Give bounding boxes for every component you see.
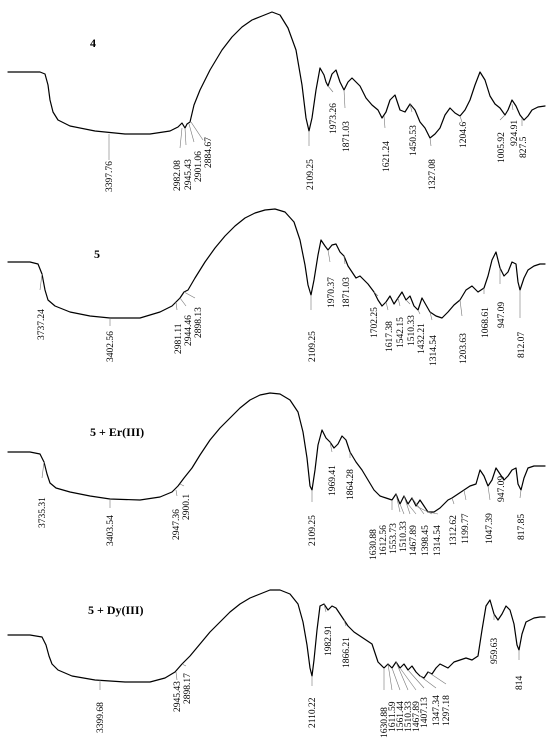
peak-label: 1407.13 (420, 697, 430, 728)
peak-label: 1611.59 (388, 701, 398, 732)
panel-5-title: 5 (94, 247, 100, 261)
peak-label: 1510.33 (404, 701, 414, 732)
peak-label: 1871.03 (342, 277, 352, 308)
peak-label: 1347.34 (432, 695, 442, 726)
peak-label: 1970.37 (327, 277, 337, 308)
peak-label: 1467.89 (412, 701, 422, 732)
peak-label: 924.91 (510, 119, 520, 146)
panel-4-spectrum-line (8, 12, 545, 138)
peak-label: 1542.15 (396, 317, 406, 348)
peak-label: 814 (515, 675, 525, 690)
peak-label: 1982.91 (324, 625, 334, 656)
panel-5-spectrum-line (8, 209, 545, 318)
panel-4 (8, 12, 545, 192)
peak-label: 817.85 (517, 513, 527, 540)
peak-label: 2900.1 (182, 493, 192, 520)
peak-label: 1204.6 (459, 121, 469, 148)
panel-5-dy-title: 5 + Dy(III) (88, 603, 144, 617)
peak-label: 2109.25 (308, 331, 318, 362)
panel-5-dy-peak-leaders (100, 604, 519, 690)
panel-5-er (8, 393, 545, 560)
peak-label: 1432.21 (417, 323, 427, 354)
peak-label: 1005.92 (497, 132, 507, 163)
peak-label: 3399.68 (96, 702, 106, 733)
peak-label: 1630.88 (380, 707, 390, 738)
peak-label: 2945.43 (173, 681, 183, 712)
peak-label: 1199.77 (461, 513, 471, 544)
peak-label: 1450.53 (409, 125, 419, 156)
peak-label: 1314.54 (433, 525, 443, 556)
peak-label: 2110.22 (308, 697, 318, 728)
panel-5-er-peak-leaders (42, 442, 521, 514)
peak-label: 1866.21 (342, 637, 352, 668)
peak-label: 2982.08 (173, 160, 183, 191)
panel-5-peak-leaders (40, 250, 520, 326)
peak-label: 1467.89 (409, 525, 419, 556)
peak-label: 1398.45 (421, 525, 431, 556)
peak-label: 1621.24 (382, 141, 392, 172)
peak-label: 2944.46 (184, 315, 194, 346)
peak-label: 2109.25 (308, 515, 318, 546)
peak-label: 2947.36 (172, 509, 182, 540)
peak-label: 3737.24 (37, 309, 47, 340)
panel-5 (8, 209, 545, 366)
peak-label: 1871.03 (342, 121, 352, 152)
peak-label: 1327.08 (428, 159, 438, 190)
panel-5-er-title: 5 + Er(III) (90, 425, 145, 439)
peak-label: 1553.73 (389, 523, 399, 554)
peak-label: 1973.26 (329, 103, 339, 134)
peak-label: 3735.31 (38, 497, 48, 528)
peak-label: 1312.62 (449, 515, 459, 546)
panel-5-peak-labels (37, 277, 527, 366)
peak-label: 1612.56 (379, 525, 389, 556)
peak-label: 1630.88 (369, 529, 379, 560)
peak-label: 2898.17 (183, 673, 193, 704)
peak-label: 1314.54 (429, 335, 439, 366)
peak-label: 2898.13 (194, 307, 204, 338)
peak-label: 947.09 (497, 301, 507, 328)
peak-label: 947.09 (497, 475, 507, 502)
panel-4-peak-labels (105, 103, 529, 192)
panel-5-dy-peak-labels (96, 625, 525, 738)
peak-label: 1068.61 (481, 307, 491, 338)
peak-label: 3403.54 (106, 515, 116, 546)
peak-label: 1510.33 (407, 315, 417, 346)
peak-label: 1864.28 (346, 469, 356, 500)
panel-4-title: 4 (90, 36, 96, 50)
peak-label: 1203.63 (459, 333, 469, 364)
peak-label: 2981.11 (174, 323, 184, 354)
panel-5-dy (8, 590, 545, 738)
peak-label: 1702.25 (370, 307, 380, 338)
peak-label: 1510.33 (399, 521, 409, 552)
peak-label: 1969.41 (328, 465, 338, 496)
peak-label: 3397.76 (105, 161, 115, 192)
peak-label: 1297.18 (442, 695, 452, 726)
peak-label: 959.63 (490, 637, 500, 664)
peak-label: 2109.25 (306, 159, 316, 190)
panel-5-er-peak-labels (38, 465, 527, 560)
peak-label: 2945.43 (184, 159, 194, 190)
peak-label: 2901.06 (194, 151, 204, 182)
peak-label: 827.5 (519, 136, 529, 158)
peak-label: 1561.44 (396, 701, 406, 732)
peak-label: 1617.38 (385, 321, 395, 352)
peak-label: 812.07 (517, 331, 527, 358)
panel-5-er-spectrum-line (8, 393, 545, 512)
peak-label: 1047.39 (485, 513, 495, 544)
peak-label: 3402.56 (106, 331, 116, 362)
peak-label: 2884.67 (204, 137, 214, 168)
